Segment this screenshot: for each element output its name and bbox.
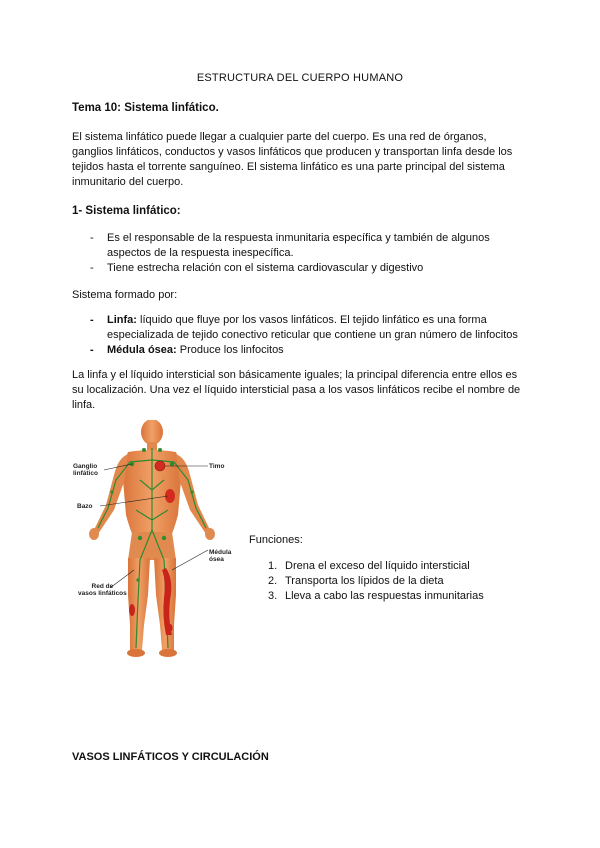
label-medula-osea: Médula ósea (209, 549, 232, 563)
document-title: ESTRUCTURA DEL CUERPO HUMANO (196, 72, 404, 84)
bullet-dash: - (90, 232, 94, 244)
label-timo: Timo (209, 463, 225, 470)
label-ganglio-linfatico: Ganglio linfático (73, 463, 98, 477)
bullet-text: Tiene estrecha relación con el sistema cardiovascular y digestivo (107, 262, 424, 274)
linfa-definition-cont: especializada de tejido conectivo reticular que contiene un gran número de linfocitos (107, 329, 518, 341)
bullet-dash: - (90, 262, 94, 274)
item-number: 3. (268, 590, 278, 602)
bullet-text: Es el responsable de la respuesta inmunitaria específica y también de algunos (107, 232, 490, 244)
medula-term: Médula ósea: (107, 344, 177, 356)
tema-heading: Tema 10: Sistema linfático. (72, 102, 219, 114)
formed-by-label: Sistema formado por: (72, 289, 178, 301)
section1-heading: 1- Sistema linfático: (72, 205, 181, 217)
intro-line: inmunitario del cuerpo. (72, 176, 184, 188)
list-item (268, 589, 545, 604)
list-item (90, 343, 547, 358)
list-item (268, 559, 545, 574)
linfa-term: Linfa: (107, 314, 137, 326)
lymphatic-system-figure (70, 420, 240, 660)
intro-paragraph (72, 130, 532, 190)
thymus (155, 461, 165, 471)
list-item (90, 231, 527, 261)
section1-bullet-list (90, 231, 527, 276)
intro-line: El sistema linfático puede llegar a cualquier parte del cuerpo. Es una red de órganos, (72, 131, 487, 143)
paragraph-line: su localización. Una vez el líquido intersticial pasa a los vasos linfáticos recibe el nombre de (72, 384, 521, 396)
components-list (90, 313, 547, 358)
paragraph-line: La linfa y el líquido intersticial son básicamente iguales; la principal diferencia entre ellos es (72, 369, 518, 381)
funciones-list (268, 559, 545, 604)
linfa-definition: líquido que fluye por los vasos linfáticos. El tejido linfático es una forma (136, 314, 487, 326)
label-red-vasos: Red de vasos linfáticos (78, 583, 127, 597)
medula-definition: Produce los linfocitos (176, 344, 284, 356)
paragraph-line: linfa. (72, 399, 96, 411)
next-section-heading: VASOS LINFÁTICOS Y CIRCULACIÓN (72, 751, 269, 763)
item-number: 1. (268, 560, 278, 572)
lymph-paragraph (72, 368, 542, 413)
list-item (90, 313, 547, 343)
item-text: Lleva a cabo las respuestas inmunitarias (285, 590, 484, 602)
bullet-dash: - (90, 314, 94, 326)
item-text: Drena el exceso del líquido intersticial (285, 560, 470, 572)
label-bazo: Bazo (77, 503, 93, 510)
list-item (268, 574, 545, 589)
bullet-dash: - (90, 344, 94, 356)
item-text: Transporta los lípidos de la dieta (285, 575, 444, 587)
bullet-text: aspectos de la respuesta inespecífica. (107, 247, 294, 259)
item-number: 2. (268, 575, 278, 587)
intro-line: ganglios linfáticos, conductos y vasos linfáticos que producen y transportan linfa desde los (72, 146, 513, 158)
intro-line: tejidos hasta el torrente sanguíneo. El sistema linfático es una parte principal del sistema (72, 161, 505, 173)
funciones-label: Funciones: (249, 534, 303, 546)
list-item (90, 261, 527, 276)
